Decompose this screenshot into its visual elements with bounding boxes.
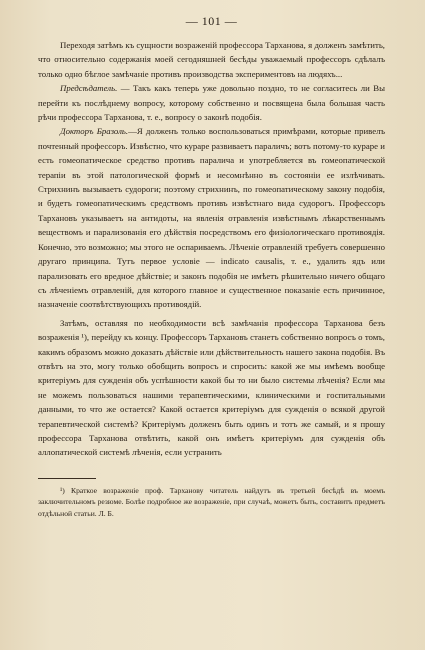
speaker-chairman: Предсѣдатель. <box>60 83 118 94</box>
footnote: ¹) Краткое возраженіе проф. Тарханову читатель найдутъ въ третьей бесѣдѣ въ моемъ заключительномъ резюме. Болѣе подробное же возраженіе, при случаѣ, можетъ быть, составитъ предметъ отдѣльной статьи. Л. Б. <box>38 485 385 518</box>
paragraph-1 <box>38 38 385 81</box>
paragraph-1-text: Переходя затѣмъ къ сущности возраженій профессора Тарханова, я долженъ замѣтить, что относительно содержанія моей сегодняшней бесѣды уважаемый профессоръ сдѣлалъ только одно бѣглое замѣчаніе противъ производства экспериментовъ на людяхъ... <box>38 40 385 79</box>
page-number: — 101 — <box>185 14 238 28</box>
paragraph-3-text: —Я долженъ только воспользоваться примѣрами, которые привелъ почтенный профессоръ. Извѣстно, что кураре развиваетъ параличъ; вотъ потому-то кураре и есть гомеопатическое средство противъ паралича и употребляется въ гомеопатической терапіи въ этой патологической формѣ и несомнѣнно въ состояніи ее излѣчивать. Стрихнинъ вызываетъ судороги; поэтому стрихнинъ, по гомеопатическому закону подобія, и будетъ гомеопатическимъ средствомъ противъ извѣстнаго вида судорогъ. Профессоръ Тархановъ указываетъ на антидоты, на явленія отравленія извѣстнымъ лѣкарственнымъ веществомъ и парализованія его дѣйствія посредствомъ его физіологическаго противоядія. Конечно, это возможно; мы этого не оспариваемъ. Лѣченіе отравленій требуетъ совершенно другаго принципа. Тутъ первое условіе — indicato causalis, т. е., удалить ядъ или парализовать его вредное дѣйствіе; и законъ подобія не имѣетъ рѣшительно ничего общаго съ лѣченіемъ отравленій, для которого главное и существенное показаніе есть причинное, назначеніе соотвѣтствующихъ противоядій. <box>38 126 385 310</box>
paragraph-4 <box>38 316 385 460</box>
paragraph-3 <box>38 124 385 311</box>
paragraph-2-text: — Такъ какъ теперь уже довольно поздно, то не согласитесь ли Вы перейти къ послѣднему вопросу, которому собственно и посвящена была большая часть рѣчи профессора Тарханова, т. е., вопросу о законѣ подобія. <box>38 83 385 123</box>
speaker-dr-brazol: Докторъ Бразоль. <box>60 126 129 137</box>
paragraph-4-text: Затѣмъ, оставляя по необходимости всѣ замѣчанія профессора Тарханова безъ возраженія ¹), перейду къ концу. Профессоръ Тархановъ станетъ собственно вопросъ о томъ, какимъ образомъ можно доказать дѣйствіе или дѣйствительность нашего закона подобія. Въ отвѣтъ на это, могу только обобщить вопросъ и спросить: какой же мы имѣемъ вообще критеріумъ для сужденія объ успѣшности какой бы то ни было системы лѣченія? Если мы не можемъ пользоваться нашими терапевтическими, клиническими и госпитальными данными, то что же остается? Какой остается критеріумъ для сужденія о всякой другой терапевтической системѣ? Критеріумъ долженъ быть одинъ и тотъ же самый, и я прошу профессора Тарханова отвѣтить, какой онъ имѣетъ критеріумъ для сужденія объ аллопатической системѣ лѣченія, если устранить <box>38 317 385 458</box>
paragraph-2 <box>38 81 385 124</box>
footnote-divider <box>38 478 96 479</box>
